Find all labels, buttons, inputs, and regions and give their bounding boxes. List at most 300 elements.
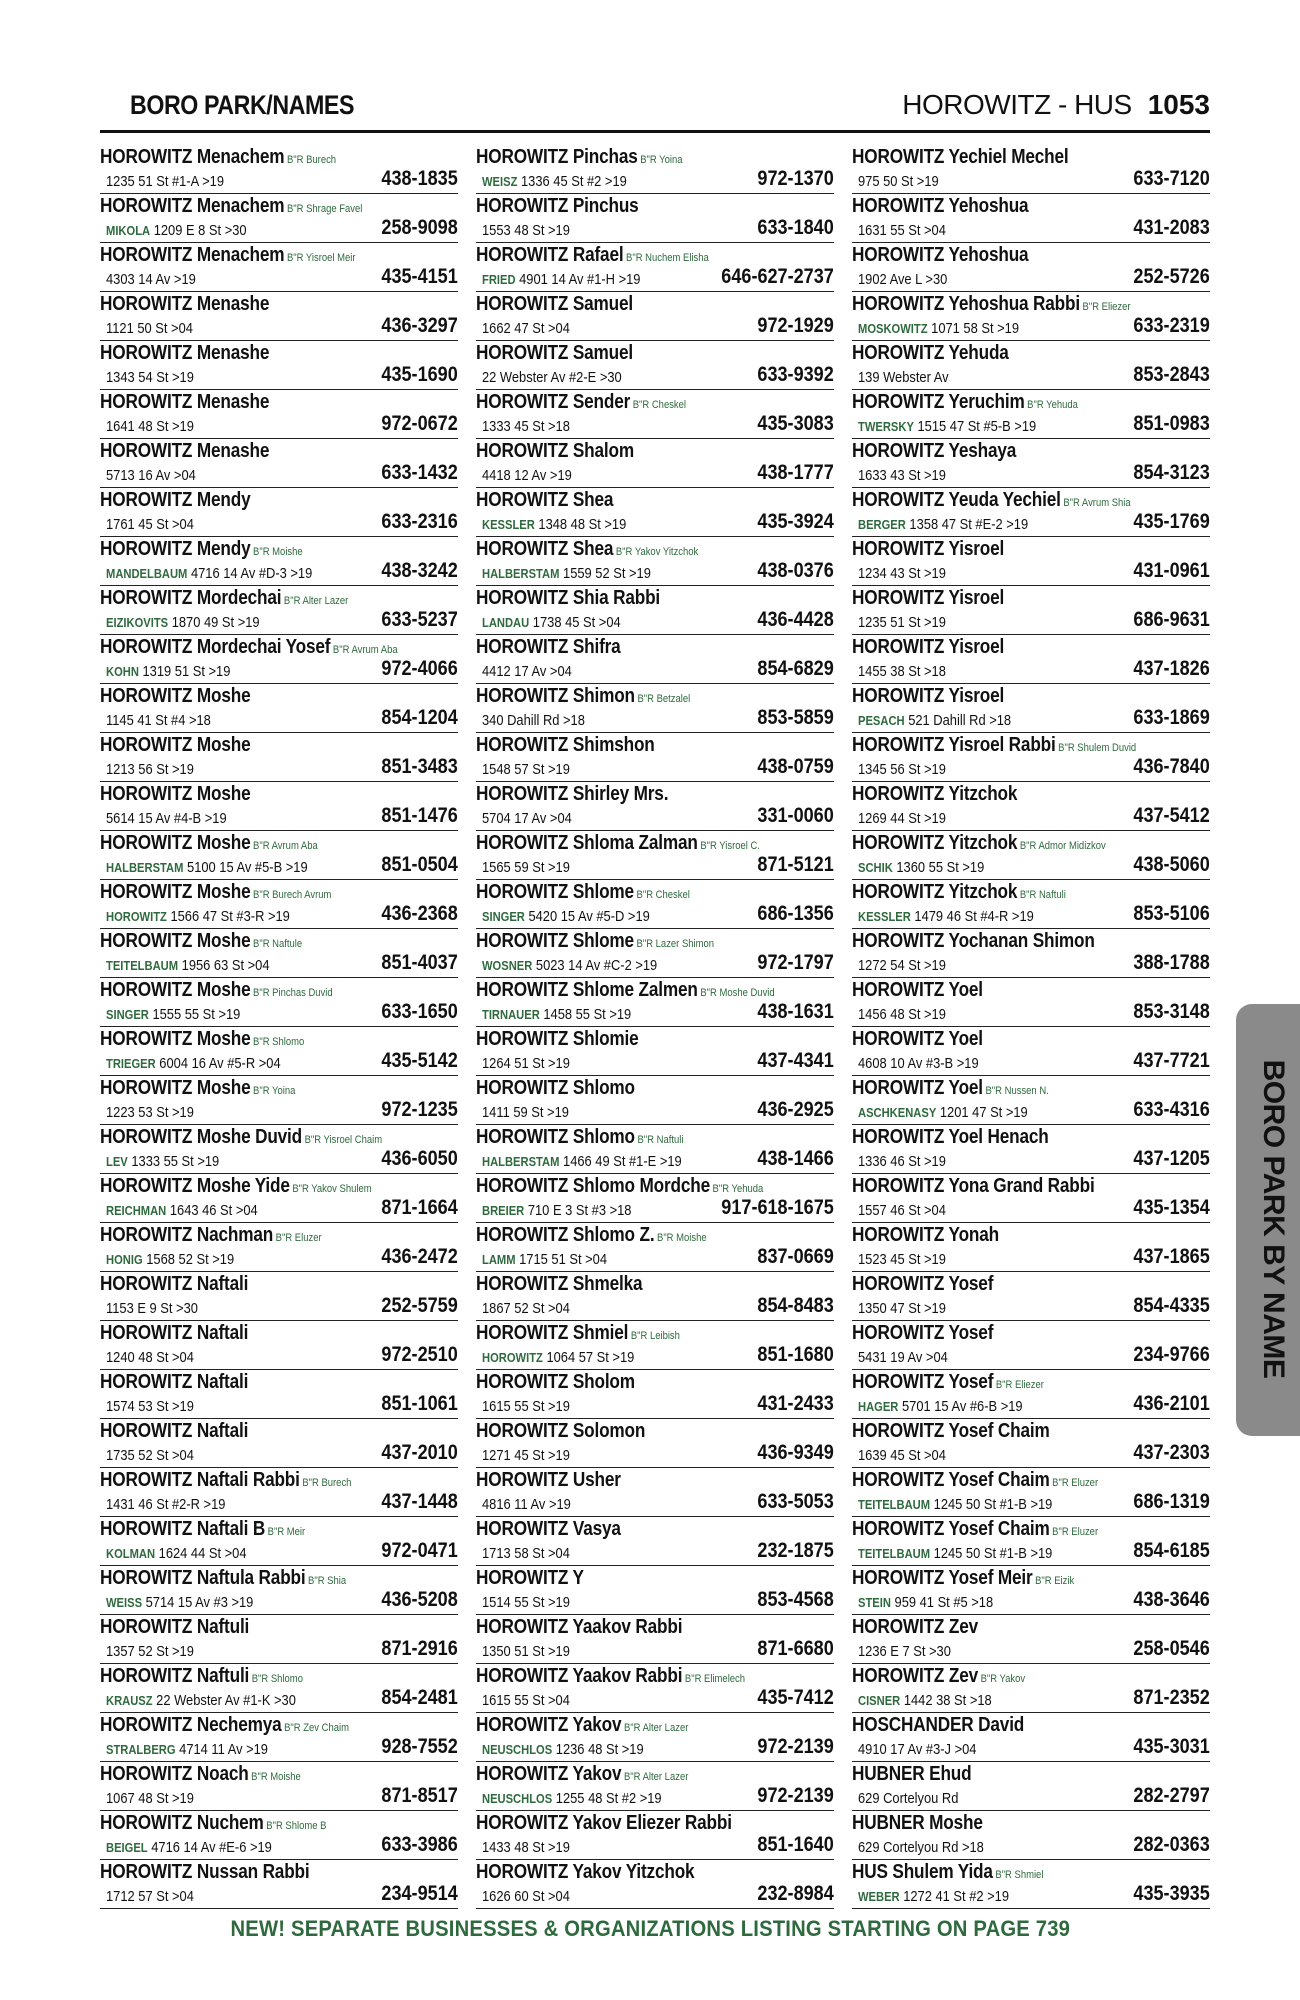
entry-address: 1643 46 St >04 [169,1202,258,1219]
entry-address: 1271 45 St >19 [482,1447,570,1464]
entry-phone: 437-2303 [1133,1441,1210,1464]
entry-phone: 854-2481 [381,1686,458,1709]
entry-phone: 438-1466 [757,1147,834,1170]
entry-name: HOROWITZ Naftuli [100,1665,250,1687]
entry-address: 1319 51 St >19 [142,663,231,680]
entry-phone: 436-9349 [757,1441,834,1464]
entry-address: 1956 63 St >04 [181,957,270,974]
entry-name: HOROWITZ Yoel [852,1028,983,1050]
entry-address-line [858,1055,979,1072]
entry-name-line [476,587,660,612]
entry-address: 1245 50 St #1-B >19 [933,1545,1053,1562]
entry-name: HOROWITZ Shalom [476,440,634,462]
entry-phone: 871-8517 [381,1784,458,1807]
listing-entry [100,635,458,684]
entry-family-name: WOSNER [482,958,533,973]
listing-entry [476,145,834,194]
entry-name-line [476,146,682,171]
entry-name: HUS Shulem Yida [852,1861,993,1883]
entry-address: 1455 38 St >18 [858,663,946,680]
entry-phone: 972-2139 [757,1735,834,1758]
entry-address-line [106,271,196,288]
entry-address-line [482,1545,570,1562]
entry-name-line [476,244,709,269]
listing-entry [476,1811,834,1860]
entry-family-name: TEITELBAUM [858,1497,931,1512]
entry-name-line [852,1469,1098,1494]
entry-father-note: B"R Burech [302,1477,352,1489]
entry-address-line [482,1790,662,1807]
listing-entry [476,341,834,390]
entry-name: HOROWITZ Moshe [100,930,251,952]
entry-name-line [476,1714,688,1739]
entry-address-line [482,1594,570,1611]
entry-phone: 972-0471 [381,1539,458,1562]
entry-address-line [482,1447,570,1464]
entry-phone: 851-1680 [757,1343,834,1366]
entry-address: 4910 17 Av #3-J >04 [858,1741,977,1758]
listing-entry [100,1860,458,1909]
listing-entry [476,586,834,635]
entry-name: HOROWITZ Menashe [100,391,270,413]
entry-address: 1121 50 St >04 [106,320,193,337]
entry-family-name: NEUSCHLOS [482,1791,553,1806]
entry-phone: 853-5859 [757,706,834,729]
entry-address-line [482,908,650,925]
entry-phone: 972-1929 [757,314,834,337]
entry-address-line [106,859,308,876]
entry-address: 1153 E 9 St >30 [106,1300,198,1317]
entry-address: 1565 59 St >19 [482,859,570,876]
entry-father-note: B"R Naftule [253,938,303,950]
entry-name: HOROWITZ Yehuda [852,342,1009,364]
entry-family-name: TIRNAUER [482,1007,540,1022]
entry-address-line [106,761,194,778]
entry-name-line [100,1763,301,1788]
entry-name: HOROWITZ Moshe [100,979,251,1001]
listing-column-2 [476,145,834,1909]
entry-address-line [482,810,572,827]
entry-phone: 633-2316 [381,510,458,533]
entry-address: 975 50 St >19 [858,173,939,190]
entry-name-line [476,391,686,416]
entry-name: HOSCHANDER David [852,1714,1025,1736]
entry-father-note: B"R Yakov Yitzchok [615,546,699,558]
entry-name: HOROWITZ Menachem [100,195,285,217]
entry-address-line [106,369,194,386]
entry-address: 1240 48 St >04 [106,1349,194,1366]
entry-address-line [106,1447,194,1464]
entry-address: 1201 47 St >19 [939,1104,1028,1121]
entry-phone: 436-6050 [381,1147,458,1170]
entry-name: HOROWITZ Samuel [476,342,634,364]
entry-phone: 282-0363 [1133,1833,1210,1856]
listing-entry [852,194,1210,243]
entry-name: HOROWITZ Yakov Yitzchok [476,1861,695,1883]
entry-name-line [100,832,318,857]
entry-phone: 917-618-1675 [721,1196,834,1219]
entry-family-name: BERGER [858,517,906,532]
entry-family-name: TWERSKY [858,419,914,434]
entry-name: HOROWITZ Menachem [100,146,285,168]
entry-address: 4303 14 Av >19 [106,271,196,288]
entry-name: HOROWITZ Sholom [476,1371,635,1393]
entry-name: HOROWITZ Shifra [476,636,621,658]
entry-phone: 331-0060 [757,804,834,827]
entry-address: 1738 45 St >04 [532,614,621,631]
entry-father-note: B"R Shulem Duvid [1058,742,1137,754]
entry-family-name: MIKOLA [106,223,151,238]
entry-address-line [858,369,949,386]
entry-name-line [476,1616,682,1641]
entry-name-line [100,1420,248,1445]
entry-phone: 633-4316 [1133,1098,1210,1121]
entry-father-note: B"R Avrum Aba [253,840,318,852]
entry-name: HOROWITZ Yisroel [852,538,1005,560]
entry-address: 1234 43 St >19 [858,565,946,582]
listing-entry [852,1125,1210,1174]
listing-entry [100,488,458,537]
entry-phone: 686-9631 [1133,608,1210,631]
listing-entry [852,145,1210,194]
entry-address-line [858,1006,946,1023]
entry-address: 1626 60 St >04 [482,1888,570,1905]
entry-name-line [100,1371,248,1396]
entry-address-line [858,1545,1052,1562]
entry-address-line [106,1545,247,1562]
entry-phone: 633-1840 [757,216,834,239]
entry-family-name: CISNER [858,1693,901,1708]
entry-name: HOROWITZ Yoel [852,979,983,1001]
entry-phone: 853-5106 [1133,902,1210,925]
entry-name: HOROWITZ Naftula Rabbi [100,1567,306,1589]
entry-family-name: KOLMAN [106,1546,156,1561]
entry-address: 5100 15 Av #5-B >19 [187,859,308,876]
entry-phone: 972-4066 [381,657,458,680]
side-tab-label: BORO PARK BY NAME [1257,1059,1290,1379]
entry-family-name: KESSLER [482,517,535,532]
entry-father-note: B"R Nuchem Elisha [626,252,709,264]
entry-father-note: B"R Burech [286,154,337,166]
entry-name-line [476,1763,688,1788]
listing-entry [100,1468,458,1517]
entry-address-line [482,1741,644,1758]
listing-entry [852,1419,1210,1468]
listing-entry [100,782,458,831]
entry-address: 1442 38 St >18 [903,1692,992,1709]
entry-address: 521 Dahill Rd >18 [908,712,1012,729]
entry-name-line [852,1028,983,1053]
entry-address: 4816 11 Av >19 [482,1496,571,1513]
entry-phone: 633-9392 [757,363,834,386]
listing-entry [476,1860,834,1909]
entry-name: HOROWITZ Moshe [100,832,251,854]
entry-name: HOROWITZ Naftali [100,1322,249,1344]
entry-phone: 431-2083 [1133,216,1210,239]
entry-name: HOROWITZ Mordechai [100,587,282,609]
entry-name-line [852,146,1069,171]
listing-entry [476,1076,834,1125]
entry-family-name: MOSKOWITZ [858,321,928,336]
entry-name-line [852,1616,978,1641]
entry-name: HOROWITZ Usher [476,1469,621,1491]
entry-phone: 435-5142 [381,1049,458,1072]
entry-address: 1245 50 St #1-B >19 [933,1496,1053,1513]
entry-name: HOROWITZ Yakov [476,1714,622,1736]
entry-family-name: STEIN [858,1595,891,1610]
entry-address: 1235 51 St >19 [858,614,946,631]
entry-address: 4412 17 Av >04 [482,663,572,680]
entry-father-note: B"R Yisroel Meir [286,252,356,264]
entry-name: HOROWITZ Yoel [852,1077,983,1099]
entry-father-note: B"R Cheskel [632,399,687,411]
entry-family-name: SINGER [106,1007,149,1022]
entry-address-line [106,1839,272,1856]
entry-address-line [482,516,626,533]
entry-phone: 854-6185 [1133,1539,1210,1562]
entry-phone: 633-5053 [757,1490,834,1513]
entry-name: HOROWITZ Yisroel Rabbi [852,734,1056,756]
entry-family-name: LAMM [482,1252,516,1267]
entry-address: 5714 15 Av #3 >19 [145,1594,254,1611]
entry-address: 1568 52 St >19 [146,1251,235,1268]
listing-entry [476,782,834,831]
listing-entry [852,1566,1210,1615]
entry-name-line [476,1273,642,1298]
entry-address: 1555 55 St >19 [152,1006,241,1023]
entry-address: 1333 55 St >19 [131,1153,220,1170]
listing-entry [100,145,458,194]
listing-entry [476,831,834,880]
entry-address-line [858,418,1036,435]
entry-phone: 972-1370 [757,167,834,190]
listing-entry [852,782,1210,831]
entry-phone: 437-2010 [381,1441,458,1464]
entry-phone: 871-2352 [1133,1686,1210,1709]
listing-entry [852,488,1210,537]
listing-entry [852,733,1210,782]
listing-entry [476,978,834,1027]
entry-address-line [482,1888,570,1905]
listing-entry [852,586,1210,635]
entry-address-line [858,1496,1052,1513]
entry-phone: 854-6829 [757,657,834,680]
entry-family-name: HALBERSTAM [482,1154,560,1169]
entry-address-line [858,1594,993,1611]
listing-entry [100,880,458,929]
entry-family-name: HOROWITZ [106,909,167,924]
entry-name-line [852,734,1136,759]
entry-phone: 435-3031 [1133,1735,1210,1758]
entry-name-line [476,685,690,710]
entry-father-note: B"R Eluzer [1052,1477,1099,1489]
entry-phone: 871-1664 [381,1196,458,1219]
entry-address-line [106,614,260,631]
entry-father-note: B"R Burech Avrum [253,889,332,901]
entry-address: 1272 54 St >19 [858,957,946,974]
entry-phone: 232-8984 [757,1882,834,1905]
entry-address-line [106,1790,194,1807]
entry-name: HOROWITZ Yisroel [852,587,1005,609]
footer-notice [0,1916,1300,1942]
entry-address: 1631 55 St >04 [858,222,946,239]
entry-address: 1735 52 St >04 [106,1447,194,1464]
entry-name-line [476,783,668,808]
entry-address: 1639 45 St >04 [858,1447,946,1464]
listing-entry [100,1125,458,1174]
listing-entry [852,929,1210,978]
entry-father-note: B"R Zev Chaim [284,1722,349,1734]
entry-address: 1236 E 7 St >30 [858,1643,951,1660]
entry-name: HOROWITZ Solomon [476,1420,646,1442]
entry-name: HOROWITZ Shia Rabbi [476,587,661,609]
entry-phone: 871-2916 [381,1637,458,1660]
listing-entry [476,1419,834,1468]
entry-name-line [100,1077,295,1102]
entry-address: 340 Dahill Rd >18 [482,712,585,729]
listing-entry [476,292,834,341]
entry-name: HOROWITZ Rafael [476,244,624,266]
entry-address-line [482,369,622,386]
entry-name-line [852,1175,1095,1200]
entry-name: HOROWITZ Yehoshua Rabbi [852,293,1080,315]
listing-entry [476,1566,834,1615]
entry-name: HOROWITZ Shea [476,489,614,511]
entry-family-name: WEISZ [482,174,518,189]
entry-name: HOROWITZ Shlomo Mordche [476,1175,710,1197]
entry-family-name: TEITELBAUM [858,1546,931,1561]
listing-entry [100,1370,458,1419]
entry-address: 1902 Ave L >30 [858,271,948,288]
listing-entry [100,929,458,978]
entry-phone: 436-2925 [757,1098,834,1121]
entry-address: 1713 58 St >04 [482,1545,570,1562]
entry-name-line [476,1665,745,1690]
entry-name-line [476,636,621,661]
entry-name: HOROWITZ Moshe [100,1028,251,1050]
entry-address: 1255 48 St #2 >19 [555,1790,662,1807]
entry-address-line [106,565,312,582]
entry-name-line [476,1420,645,1445]
entry-address-line [482,761,570,778]
entry-address-line [858,1153,946,1170]
entry-father-note: B"R Yoina [640,154,683,166]
entry-name-line [852,1861,1043,1886]
entry-name: HOROWITZ Menachem [100,244,285,266]
entry-name: HOROWITZ Mordechai Yosef [100,636,331,658]
entry-address-line [106,908,290,925]
listing-entry [476,684,834,733]
entry-family-name: LANDAU [482,615,530,630]
listing-entry [852,1076,1210,1125]
listing-entry [852,341,1210,390]
entry-address: 1548 57 St >19 [482,761,570,778]
listing-entry [100,292,458,341]
entry-address-line [482,957,657,974]
entry-name: HOROWITZ Yosef [852,1371,994,1393]
entry-name-line [476,1812,732,1837]
entry-family-name: HONIG [106,1252,143,1267]
entry-address-line [106,1888,194,1905]
entry-phone: 438-3242 [381,559,458,582]
entry-address-line [106,1692,296,1709]
entry-father-note: B"R Lazer Shimon [636,938,715,950]
entry-phone: 437-1205 [1133,1147,1210,1170]
entry-father-note: B"R Yehuda [712,1183,764,1195]
entry-father-note: B"R Yoina [253,1085,296,1097]
entry-phone: 436-2101 [1133,1392,1210,1415]
entry-phone: 851-1476 [381,804,458,827]
entry-name: HOROWITZ Moshe [100,881,251,903]
entry-address: 1712 57 St >04 [106,1888,194,1905]
entry-address-line [858,1104,1028,1121]
entry-address: 1357 52 St >19 [106,1643,194,1660]
entry-address-line [106,1300,198,1317]
listing-entry [476,439,834,488]
entry-address: 5701 15 Av #6-B >19 [901,1398,1023,1415]
entry-name-line [852,1273,993,1298]
entry-name-line [100,1273,248,1298]
listing-entry [852,1223,1210,1272]
entry-father-note: B"R Naftuli [637,1134,684,1146]
entry-name: HOROWITZ Menashe [100,440,270,462]
listing-entry [852,1811,1210,1860]
listing-entry [100,586,458,635]
entry-name: HOROWITZ Menashe [100,293,270,315]
entry-family-name: LEV [106,1154,128,1169]
entry-address-line [858,957,946,974]
entry-name-line [100,538,303,563]
entry-name-line [852,342,1009,367]
entry-father-note: B"R Naftuli [1019,889,1066,901]
entry-address: 1867 52 St >04 [482,1300,570,1317]
entry-name: HOROWITZ Yosef Meir [852,1567,1033,1589]
entry-address: 4901 14 Av #1-H >19 [519,271,641,288]
listing-entry [100,1811,458,1860]
entry-address-line [106,467,196,484]
entry-address-line [482,1055,570,1072]
entry-phone: 851-1061 [381,1392,458,1415]
entry-father-note: B"R Eliezer [995,1379,1044,1391]
entry-address-line [106,1006,240,1023]
entry-name: HOROWITZ Mendy [100,538,251,560]
listing-entry [476,1027,834,1076]
entry-address-line [858,271,947,288]
entry-father-note: B"R Avrum Shia [1063,497,1131,509]
listing-entry [852,1272,1210,1321]
entry-name-line [100,244,356,269]
listing-entry [476,929,834,978]
entry-address-line [858,614,946,631]
entry-family-name: NEUSCHLOS [482,1742,553,1757]
entry-phone: 972-2510 [381,1343,458,1366]
listing-entry [100,1321,458,1370]
listing-entry [852,1468,1210,1517]
entry-phone: 633-2319 [1133,314,1210,337]
entry-family-name: WEISS [106,1595,143,1610]
entry-name-line [100,587,348,612]
entry-address: 1715 51 St >04 [519,1251,608,1268]
entry-name-line [476,1567,584,1592]
entry-phone: 435-1769 [1133,510,1210,533]
entry-name: HUBNER Moshe [852,1812,983,1834]
entry-phone: 871-5121 [757,853,834,876]
entry-father-note: B"R Yakov Shulem [292,1183,372,1195]
entry-name: HOROWITZ Yona Grand Rabbi [852,1175,1095,1197]
listing-entry [852,1370,1210,1419]
entry-name-line [100,685,250,710]
entry-name-line [852,1371,1044,1396]
